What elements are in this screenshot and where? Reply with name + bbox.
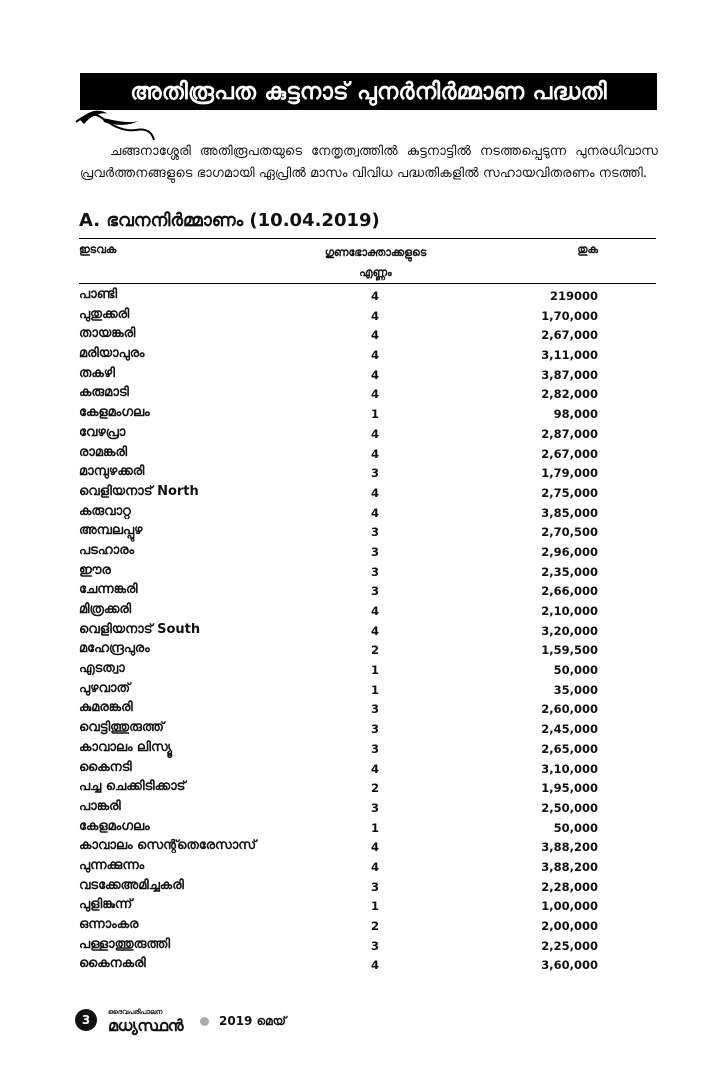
- place-cell: കരുവാറ്റ: [79, 503, 131, 519]
- table-row: [0, 365, 706, 385]
- table-row: [0, 345, 706, 365]
- amount-cell: 3,11,000: [541, 348, 598, 363]
- amount-cell: 1,79,000: [541, 466, 598, 481]
- place-cell: പാങ്കരി: [79, 798, 121, 814]
- table-row: [0, 483, 706, 503]
- place-cell: പുളിങ്കുന്ന്: [79, 897, 133, 913]
- table-row: [0, 798, 706, 818]
- table-row: [0, 660, 706, 680]
- table-row: [0, 384, 706, 404]
- table-row: [0, 306, 706, 326]
- place-cell: മരിയാപുരം: [79, 346, 145, 362]
- place-cell: വെളിയനാട് South: [79, 621, 201, 637]
- amount-cell: 50,000: [553, 820, 598, 835]
- table-row: [0, 601, 706, 621]
- amount-cell: 2,10,000: [541, 604, 598, 618]
- magazine-name: മധ്യസ്ഥൻ: [108, 1016, 184, 1035]
- place-cell: പുഴവാത്: [79, 680, 131, 696]
- place-cell: കാവാലം സെന്റ്തെരേസാസ്: [79, 838, 257, 854]
- table-row: [0, 759, 706, 779]
- place-cell: ഈര: [79, 562, 111, 578]
- amount-cell: 219000: [549, 289, 598, 303]
- place-cell: പള്ളാത്തുരുത്തി: [79, 936, 171, 952]
- count-cell: 3: [370, 741, 379, 756]
- place-cell: കുമരങ്കരി: [79, 700, 133, 716]
- place-cell: അമ്പലപ്പുഴ: [79, 523, 143, 539]
- place-cell: ഒന്നാംകര: [79, 917, 139, 932]
- table-row: [0, 837, 706, 857]
- count-cell: 4: [370, 308, 379, 323]
- table-row: [0, 286, 706, 306]
- amount-cell: 1,95,000: [541, 781, 598, 796]
- amount-cell: 3,20,000: [541, 623, 598, 638]
- table-row: [0, 936, 706, 956]
- place-cell: കൈനടി: [79, 759, 132, 775]
- place-cell: രാമങ്കരി: [79, 444, 128, 460]
- count-cell: 4: [370, 958, 379, 973]
- amount-cell: 2,35,000: [541, 564, 598, 579]
- count-cell: 4: [370, 761, 379, 776]
- table-row: [0, 522, 706, 542]
- place-cell: വെട്ടിത്തുരുത്ത്: [79, 720, 164, 736]
- amount-cell: 3,85,000: [541, 505, 598, 520]
- place-cell: വേഴപ്രാ: [79, 424, 126, 440]
- table-row: [0, 325, 706, 345]
- amount-cell: 2,67,000: [541, 446, 598, 461]
- count-cell: 1: [370, 407, 379, 422]
- header-place: ഇടവക: [79, 243, 117, 256]
- place-cell: പുതുക്കരി: [79, 306, 130, 322]
- place-cell: ചേന്നങ്കരി: [79, 582, 138, 598]
- table-row: [0, 680, 706, 700]
- amount-cell: 2,75,000: [541, 485, 598, 500]
- count-cell: 1: [370, 820, 379, 835]
- count-cell: 4: [370, 604, 379, 618]
- intro-paragraph: [80, 141, 658, 185]
- header-count-line2: എണ്ണം: [359, 266, 392, 279]
- table-row: [0, 621, 706, 641]
- count-cell: 3: [370, 584, 379, 599]
- place-cell: എടത്വാ: [79, 661, 125, 677]
- table-row: [0, 424, 706, 444]
- count-cell: 4: [370, 289, 379, 303]
- table-row: [0, 503, 706, 523]
- amount-cell: 50,000: [553, 663, 598, 678]
- count-cell: 4: [370, 348, 379, 363]
- header-amount: തുക: [577, 243, 598, 256]
- place-cell: വെളിയനാട് North: [79, 483, 199, 499]
- issue-date: 2019 മെയ്: [219, 1014, 287, 1028]
- count-cell: 4: [370, 446, 379, 461]
- count-cell: 3: [370, 466, 379, 481]
- amount-cell: 3,87,000: [541, 367, 598, 382]
- place-cell: പാണ്ടി: [79, 287, 118, 302]
- count-cell: 2: [370, 919, 379, 933]
- amount-cell: 35,000: [553, 682, 598, 697]
- table-row: [0, 719, 706, 739]
- table-row: [0, 818, 706, 838]
- table-row: [0, 877, 706, 897]
- amount-cell: 2,45,000: [541, 722, 598, 737]
- place-cell: കരുമാടി: [79, 385, 129, 401]
- table-row: [0, 857, 706, 877]
- table-row: [0, 739, 706, 759]
- table-row: [0, 896, 706, 916]
- table-row: [0, 562, 706, 582]
- page-number: 3: [75, 1009, 97, 1031]
- separator-dot: [200, 1017, 209, 1026]
- amount-cell: 2,25,000: [541, 938, 598, 953]
- count-cell: 4: [370, 505, 379, 520]
- count-cell: 4: [370, 623, 379, 638]
- place-cell: കാവാലം ലിസ്യൂ: [79, 739, 173, 755]
- count-cell: 3: [370, 525, 379, 540]
- place-cell: തകഴി: [79, 365, 115, 381]
- amount-cell: 2,66,000: [541, 584, 598, 599]
- amount-cell: 2,82,000: [541, 387, 598, 402]
- table-row: [0, 778, 706, 798]
- amount-cell: 3,10,000: [541, 761, 598, 776]
- place-cell: മഹേന്ദ്രപുരം: [79, 641, 150, 657]
- count-cell: 2: [370, 781, 379, 796]
- table-row: [0, 444, 706, 464]
- place-cell: പച്ച ചെക്കിടിക്കാട്: [79, 779, 186, 795]
- amount-cell: 2,96,000: [541, 544, 598, 559]
- amount-cell: 1,70,000: [541, 308, 598, 323]
- section-heading: A. ഭവനനിർമ്മാണം (10.04.2019): [79, 210, 380, 231]
- table-row: [0, 699, 706, 719]
- place-cell: പടഹാരം: [79, 542, 135, 558]
- count-cell: 2: [370, 643, 379, 658]
- table-row: [0, 916, 706, 936]
- header-count: [298, 243, 453, 283]
- table-row: [0, 581, 706, 601]
- count-cell: 4: [370, 485, 379, 500]
- intro-text: ചങ്ങനാശ്ശേരി അതിരൂപതയുടെ നേതൃത്വത്തിൽ കുട്ടനാട്ടിൽ നടത്തപ്പെടുന്ന പുനരധിവാസ പ്രവർത്തനങ്ങളുടെ ഭാഗമായി ഏപ്രിൽ മാസം വിവിധ പദ്ധതികളിൽ സഹായവിതരണം നടത്തി.: [80, 144, 658, 181]
- amount-cell: 3,88,200: [541, 859, 598, 874]
- count-cell: 4: [370, 840, 379, 855]
- amount-cell: 2,60,000: [541, 702, 598, 717]
- table-header-rule: [79, 283, 656, 284]
- amount-cell: 3,60,000: [541, 958, 598, 973]
- place-cell: തായങ്കരി: [79, 326, 136, 342]
- amount-cell: 2,87,000: [541, 426, 598, 441]
- amount-cell: 3,88,200: [541, 840, 598, 855]
- table-row: [0, 955, 706, 975]
- page-footer: [75, 1008, 395, 1034]
- header-count-line1: ഗുണഭോക്താക്കളുടെ: [324, 246, 427, 259]
- amount-cell: 2,65,000: [541, 741, 598, 756]
- count-cell: 4: [370, 367, 379, 382]
- count-cell: 3: [370, 544, 379, 559]
- count-cell: 4: [370, 387, 379, 402]
- table-row: [0, 404, 706, 424]
- count-cell: 3: [370, 702, 379, 717]
- amount-cell: 2,00,000: [541, 919, 598, 933]
- place-cell: വടക്കേഅമിച്ചകരി: [79, 877, 184, 893]
- amount-cell: 1,00,000: [541, 899, 598, 914]
- count-cell: 3: [370, 564, 379, 579]
- amount-cell: 2,50,000: [541, 800, 598, 815]
- document-title: അതിരൂപത കുട്ടനാട് പുനർനിർമ്മാണ പദ്ധതി: [80, 73, 657, 110]
- place-cell: പുന്നക്കുന്നം: [79, 857, 145, 873]
- amount-cell: 2,28,000: [541, 879, 598, 894]
- place-cell: കേളമംഗലം: [79, 405, 150, 421]
- magazine-subtitle: ദൈവപരിപാലന: [108, 1008, 163, 1016]
- count-cell: 3: [370, 722, 379, 737]
- beneficiary-table-body: [0, 286, 706, 975]
- amount-cell: 2,70,500: [541, 525, 598, 540]
- place-cell: കൈനകരി: [79, 956, 146, 972]
- count-cell: 4: [370, 859, 379, 874]
- count-cell: 4: [370, 328, 379, 343]
- table-row: [0, 640, 706, 660]
- count-cell: 3: [370, 800, 379, 815]
- amount-cell: 1,59,500: [541, 643, 598, 658]
- count-cell: 4: [370, 426, 379, 441]
- amount-cell: 98,000: [553, 407, 598, 422]
- table-top-rule: [79, 238, 656, 239]
- table-row: [0, 463, 706, 483]
- place-cell: കേളമംഗലം: [79, 818, 150, 834]
- place-cell: മിത്രക്കരി: [79, 602, 132, 617]
- count-cell: 1: [370, 682, 379, 697]
- count-cell: 3: [370, 879, 379, 894]
- place-cell: മാമ്പുഴക്കരി: [79, 464, 145, 480]
- amount-cell: 2,67,000: [541, 328, 598, 343]
- count-cell: 1: [370, 899, 379, 914]
- table-row: [0, 542, 706, 562]
- count-cell: 1: [370, 663, 379, 678]
- count-cell: 3: [370, 938, 379, 953]
